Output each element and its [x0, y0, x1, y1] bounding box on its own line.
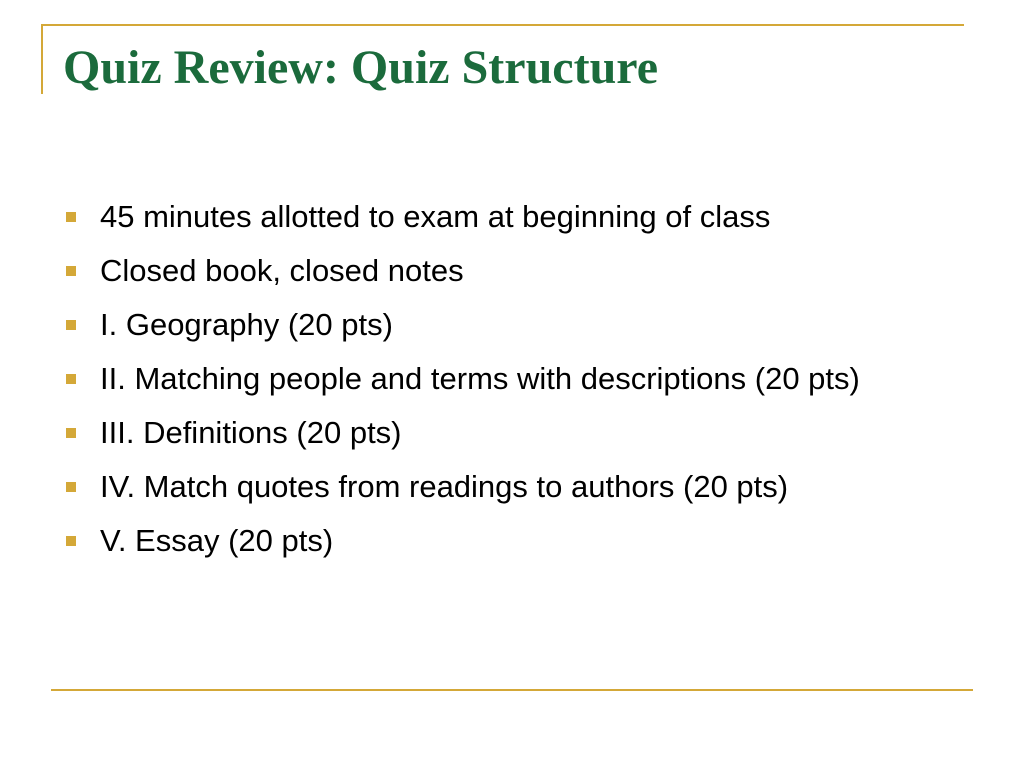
square-bullet-icon — [66, 536, 76, 546]
frame-left-rule — [41, 24, 43, 94]
bullet-item — [63, 466, 963, 507]
bullet-item — [63, 358, 963, 399]
bullet-text: II. Matching people and terms with descriptions (20 pts) — [100, 361, 860, 396]
square-bullet-icon — [66, 266, 76, 276]
bullet-text: V. Essay (20 pts) — [100, 523, 334, 558]
bullet-text: Closed book, closed notes — [100, 253, 464, 288]
bullet-item — [63, 412, 963, 453]
bullet-text: 45 minutes allotted to exam at beginning of class — [100, 199, 771, 234]
bullet-text: III. Definitions (20 pts) — [100, 415, 402, 450]
slide-title: Quiz Review: Quiz Structure — [63, 41, 659, 94]
square-bullet-icon — [66, 428, 76, 438]
square-bullet-icon — [66, 212, 76, 222]
bullet-item — [63, 520, 963, 561]
frame-top-rule — [41, 24, 964, 26]
frame-bottom-rule — [51, 689, 973, 691]
square-bullet-icon — [66, 374, 76, 384]
bullet-item — [63, 304, 963, 345]
bullet-item — [63, 196, 963, 237]
bullet-list — [63, 196, 963, 574]
bullet-item — [63, 250, 963, 291]
square-bullet-icon — [66, 320, 76, 330]
bullet-text: IV. Match quotes from readings to authors (20 pts) — [100, 469, 789, 504]
bullet-text: I. Geography (20 pts) — [100, 307, 393, 342]
square-bullet-icon — [66, 482, 76, 492]
